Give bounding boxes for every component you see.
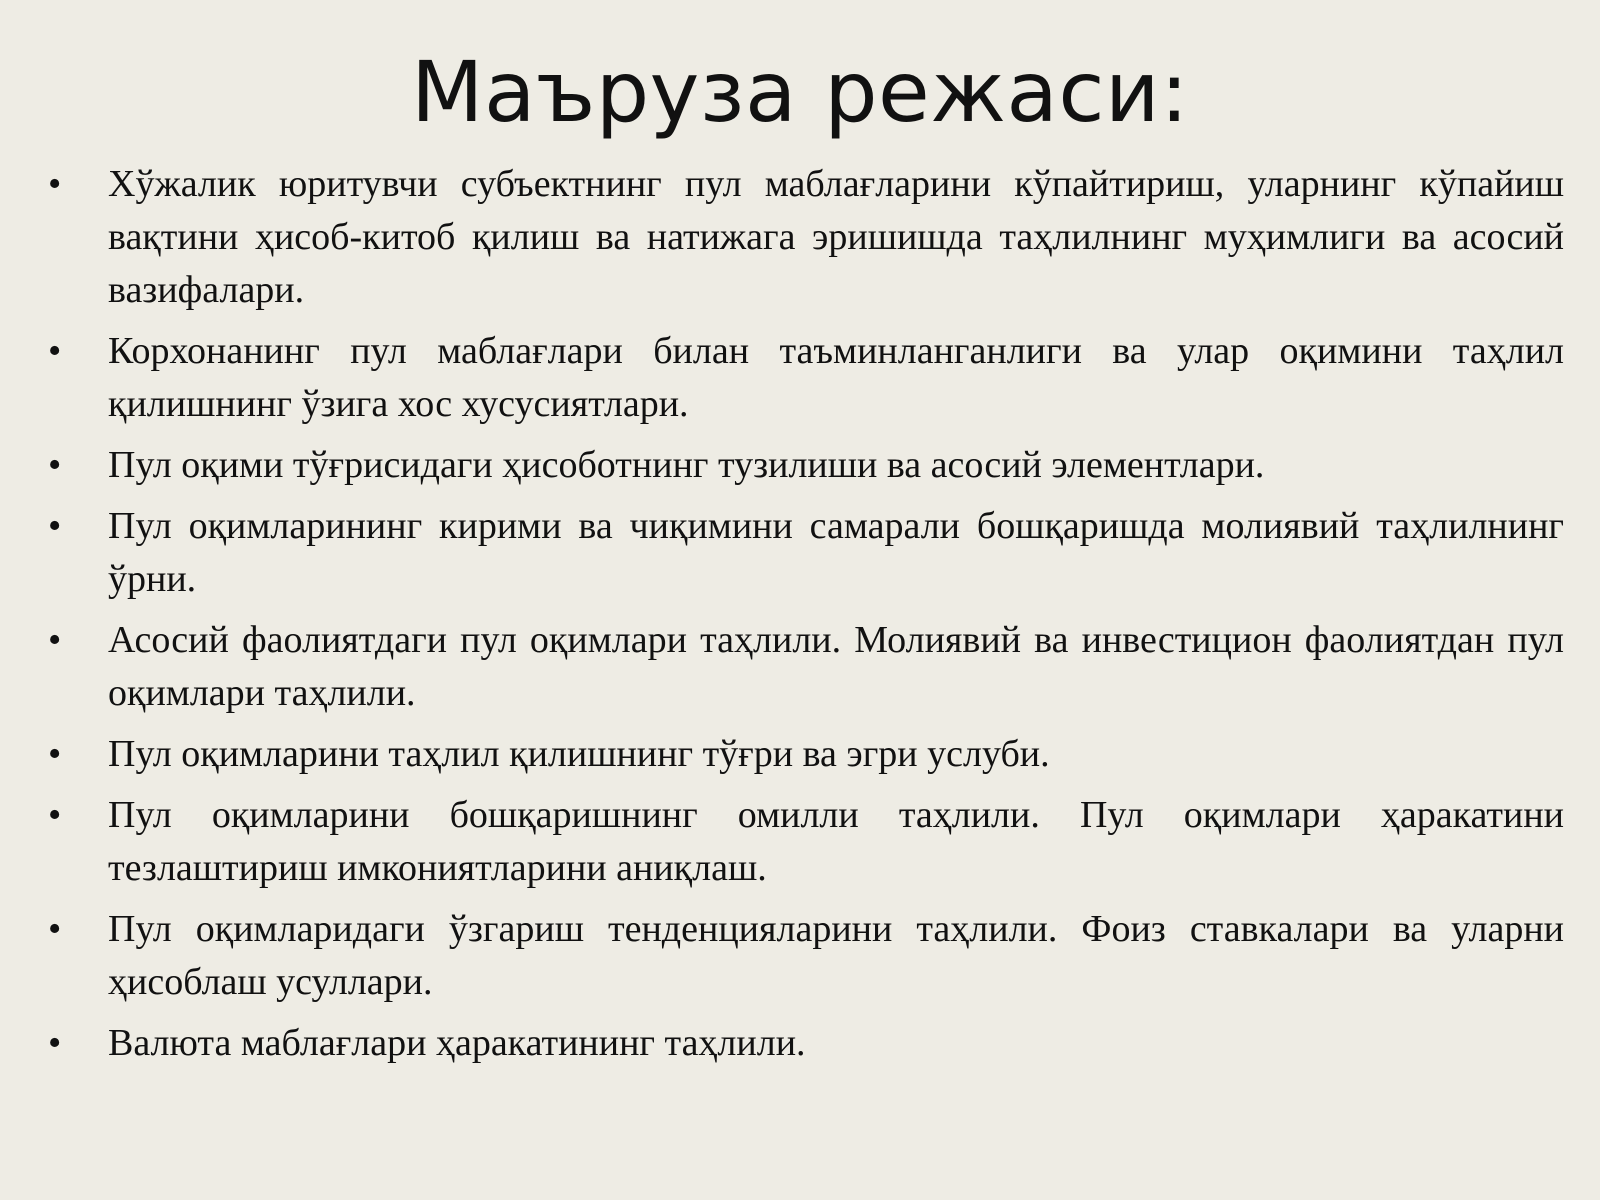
bullet-icon: • <box>48 794 62 836</box>
list-item-text: Асосий фаолиятдаги пул оқимлари таҳлили. Молиявий ва инвестицион фаолиятдан пул оқимлари таҳлили. <box>108 619 1564 714</box>
list-item-text: Хўжалик юритувчи субъектнинг пул маблағларини кўпайтириш, уларнинг кўпайиш вақтини ҳисоб-китоб қилиш ва натижага эришишда таҳлилнинг муҳимлиги ва асосий вазифалари. <box>108 163 1564 311</box>
bullet-icon: • <box>48 505 62 547</box>
bullet-icon: • <box>48 733 62 775</box>
list-item-text: Валюта маблағлари ҳаракатининг таҳлили. <box>108 1022 806 1064</box>
list-item <box>40 325 1564 431</box>
list-item <box>40 614 1564 720</box>
list-item <box>40 1017 1564 1070</box>
list-item <box>40 789 1564 895</box>
list-item-text: Пул оқимларини таҳлил қилишнинг тўғри ва эгри услуби. <box>108 733 1050 775</box>
bullet-list <box>40 158 1564 1078</box>
list-item <box>40 728 1564 781</box>
bullet-icon: • <box>48 163 62 205</box>
bullet-icon: • <box>48 619 62 661</box>
list-item-text: Пул оқимларининг кирими ва чиқимини самарали бошқаришда молиявий таҳлилнинг ўрни. <box>108 505 1564 600</box>
list-item-text: Пул оқимларидаги ўзгариш тенденцияларини таҳлили. Фоиз ставкалари ва уларни ҳисоблаш усуллари. <box>108 908 1564 1003</box>
list-item <box>40 158 1564 317</box>
list-item <box>40 903 1564 1009</box>
list-item-text: Пул оқими тўғрисидаги ҳисоботнинг тузилиши ва асосий элементлари. <box>108 444 1265 486</box>
list-item-text: Корхонанинг пул маблағлари билан таъминланганлиги ва улар оқимини таҳлил қилишнинг ўзига хос хусусиятлари. <box>108 330 1564 425</box>
bullet-icon: • <box>48 908 62 950</box>
list-item-text: Пул оқимларини бошқаришнинг омилли таҳлили. Пул оқимлари ҳаракатини тезлаштириш имкониятларини аниқлаш. <box>108 794 1564 889</box>
bullet-icon: • <box>48 330 62 372</box>
bullet-icon: • <box>48 444 62 486</box>
list-item <box>40 500 1564 606</box>
slide-title: Маъруза режаси: <box>411 43 1189 141</box>
list-item <box>40 439 1564 492</box>
bullet-icon: • <box>48 1022 62 1064</box>
